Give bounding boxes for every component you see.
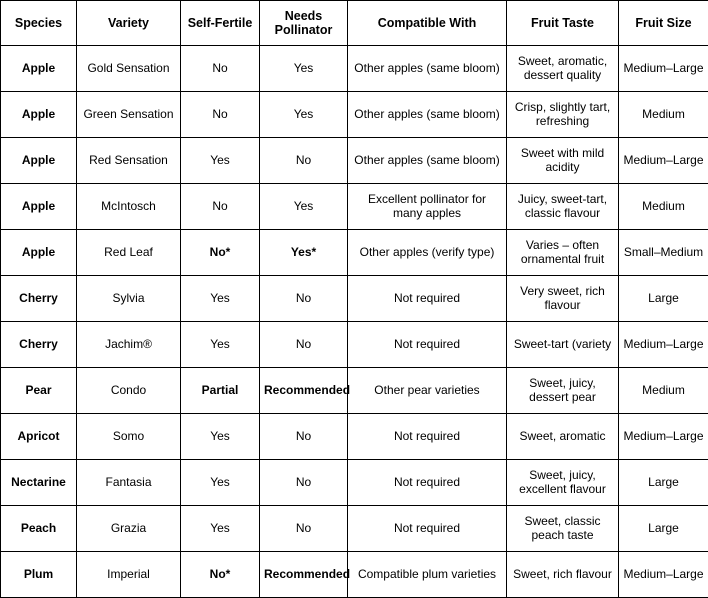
cell-fruit-size: Medium–Large	[619, 414, 708, 460]
cell-self-fertile: No	[181, 92, 260, 138]
cell-compatible-with: Not required	[348, 506, 507, 552]
cell-variety: Red Sensation	[77, 138, 181, 184]
table-row	[1, 184, 708, 230]
cell-species: Apricot	[1, 414, 77, 460]
cell-fruit-taste: Very sweet, rich flavour	[507, 276, 619, 322]
table-row	[1, 276, 708, 322]
table-row	[1, 46, 708, 92]
table-row	[1, 230, 708, 276]
cell-needs-pollinator: Yes*	[260, 230, 348, 276]
cell-fruit-size: Medium	[619, 92, 708, 138]
cell-fruit-taste: Sweet, rich flavour	[507, 552, 619, 598]
cell-species: Peach	[1, 506, 77, 552]
cell-species: Apple	[1, 46, 77, 92]
cell-needs-pollinator: Yes	[260, 92, 348, 138]
cell-needs-pollinator: Yes	[260, 184, 348, 230]
cell-fruit-size: Large	[619, 460, 708, 506]
cell-compatible-with: Other apples (same bloom)	[348, 46, 507, 92]
cell-needs-pollinator: No	[260, 276, 348, 322]
cell-self-fertile: No*	[181, 230, 260, 276]
cell-needs-pollinator: No	[260, 414, 348, 460]
column-header-compatible-with: Compatible With	[348, 1, 507, 46]
cell-fruit-size: Medium	[619, 368, 708, 414]
cell-fruit-taste: Sweet, aromatic, dessert quality	[507, 46, 619, 92]
cell-needs-pollinator: No	[260, 138, 348, 184]
cell-species: Nectarine	[1, 460, 77, 506]
cell-fruit-size: Large	[619, 506, 708, 552]
cell-species: Cherry	[1, 276, 77, 322]
cell-fruit-taste: Sweet-tart (variety	[507, 322, 619, 368]
cell-needs-pollinator: Recommended	[260, 552, 348, 598]
cell-fruit-size: Medium–Large	[619, 322, 708, 368]
cell-compatible-with: Not required	[348, 322, 507, 368]
cell-variety: Red Leaf	[77, 230, 181, 276]
cell-compatible-with: Excellent pollinator for many apples	[348, 184, 507, 230]
cell-needs-pollinator: Yes	[260, 46, 348, 92]
cell-variety: Imperial	[77, 552, 181, 598]
cell-compatible-with: Other pear varieties	[348, 368, 507, 414]
cell-variety: Grazia	[77, 506, 181, 552]
table-body	[1, 46, 708, 598]
cell-variety: Condo	[77, 368, 181, 414]
cell-self-fertile: Yes	[181, 506, 260, 552]
cell-species: Apple	[1, 138, 77, 184]
cell-compatible-with: Compatible plum varieties	[348, 552, 507, 598]
cell-variety: Jachim®	[77, 322, 181, 368]
cell-self-fertile: No*	[181, 552, 260, 598]
cell-fruit-size: Small–Medium	[619, 230, 708, 276]
column-header-fruit-taste: Fruit Taste	[507, 1, 619, 46]
cell-fruit-size: Large	[619, 276, 708, 322]
table-row	[1, 506, 708, 552]
cell-species: Cherry	[1, 322, 77, 368]
cell-fruit-taste: Varies – often ornamental fruit	[507, 230, 619, 276]
cell-species: Plum	[1, 552, 77, 598]
cell-compatible-with: Other apples (same bloom)	[348, 138, 507, 184]
cell-compatible-with: Not required	[348, 276, 507, 322]
cell-fruit-taste: Sweet, juicy, dessert pear	[507, 368, 619, 414]
cell-fruit-taste: Crisp, slightly tart, refreshing	[507, 92, 619, 138]
column-header-needs-pollinator: Needs Pollinator	[260, 1, 348, 46]
cell-fruit-size: Medium–Large	[619, 138, 708, 184]
cell-self-fertile: Partial	[181, 368, 260, 414]
cell-compatible-with: Not required	[348, 460, 507, 506]
cell-compatible-with: Other apples (verify type)	[348, 230, 507, 276]
cell-self-fertile: Yes	[181, 414, 260, 460]
column-header-variety: Variety	[77, 1, 181, 46]
cell-species: Pear	[1, 368, 77, 414]
cell-species: Apple	[1, 92, 77, 138]
cell-variety: Gold Sensation	[77, 46, 181, 92]
cell-fruit-taste: Sweet, classic peach taste	[507, 506, 619, 552]
cell-compatible-with: Other apples (same bloom)	[348, 92, 507, 138]
cell-fruit-taste: Sweet with mild acidity	[507, 138, 619, 184]
table-header	[1, 1, 708, 46]
cell-self-fertile: Yes	[181, 138, 260, 184]
cell-variety: Somo	[77, 414, 181, 460]
cell-variety: McIntosch	[77, 184, 181, 230]
table-header-row	[1, 1, 708, 46]
column-header-species: Species	[1, 1, 77, 46]
cell-self-fertile: No	[181, 46, 260, 92]
cell-self-fertile: No	[181, 184, 260, 230]
cell-fruit-taste: Sweet, juicy, excellent flavour	[507, 460, 619, 506]
cell-needs-pollinator: No	[260, 506, 348, 552]
cell-self-fertile: Yes	[181, 460, 260, 506]
table-row	[1, 552, 708, 598]
cell-variety: Sylvia	[77, 276, 181, 322]
column-header-self-fertile: Self-Fertile	[181, 1, 260, 46]
cell-self-fertile: Yes	[181, 276, 260, 322]
cell-fruit-size: Medium–Large	[619, 552, 708, 598]
column-header-fruit-size: Fruit Size	[619, 1, 708, 46]
table-row	[1, 414, 708, 460]
cell-self-fertile: Yes	[181, 322, 260, 368]
table-row	[1, 460, 708, 506]
cell-compatible-with: Not required	[348, 414, 507, 460]
table-row	[1, 322, 708, 368]
table-row	[1, 368, 708, 414]
cell-needs-pollinator: No	[260, 460, 348, 506]
cell-species: Apple	[1, 184, 77, 230]
cell-fruit-taste: Sweet, aromatic	[507, 414, 619, 460]
cell-fruit-size: Medium	[619, 184, 708, 230]
cell-fruit-taste: Juicy, sweet-tart, classic flavour	[507, 184, 619, 230]
table-row	[1, 138, 708, 184]
cell-fruit-size: Medium–Large	[619, 46, 708, 92]
table-row	[1, 92, 708, 138]
cell-needs-pollinator: Recommended	[260, 368, 348, 414]
cell-species: Apple	[1, 230, 77, 276]
cell-variety: Fantasia	[77, 460, 181, 506]
cell-needs-pollinator: No	[260, 322, 348, 368]
cell-variety: Green Sensation	[77, 92, 181, 138]
